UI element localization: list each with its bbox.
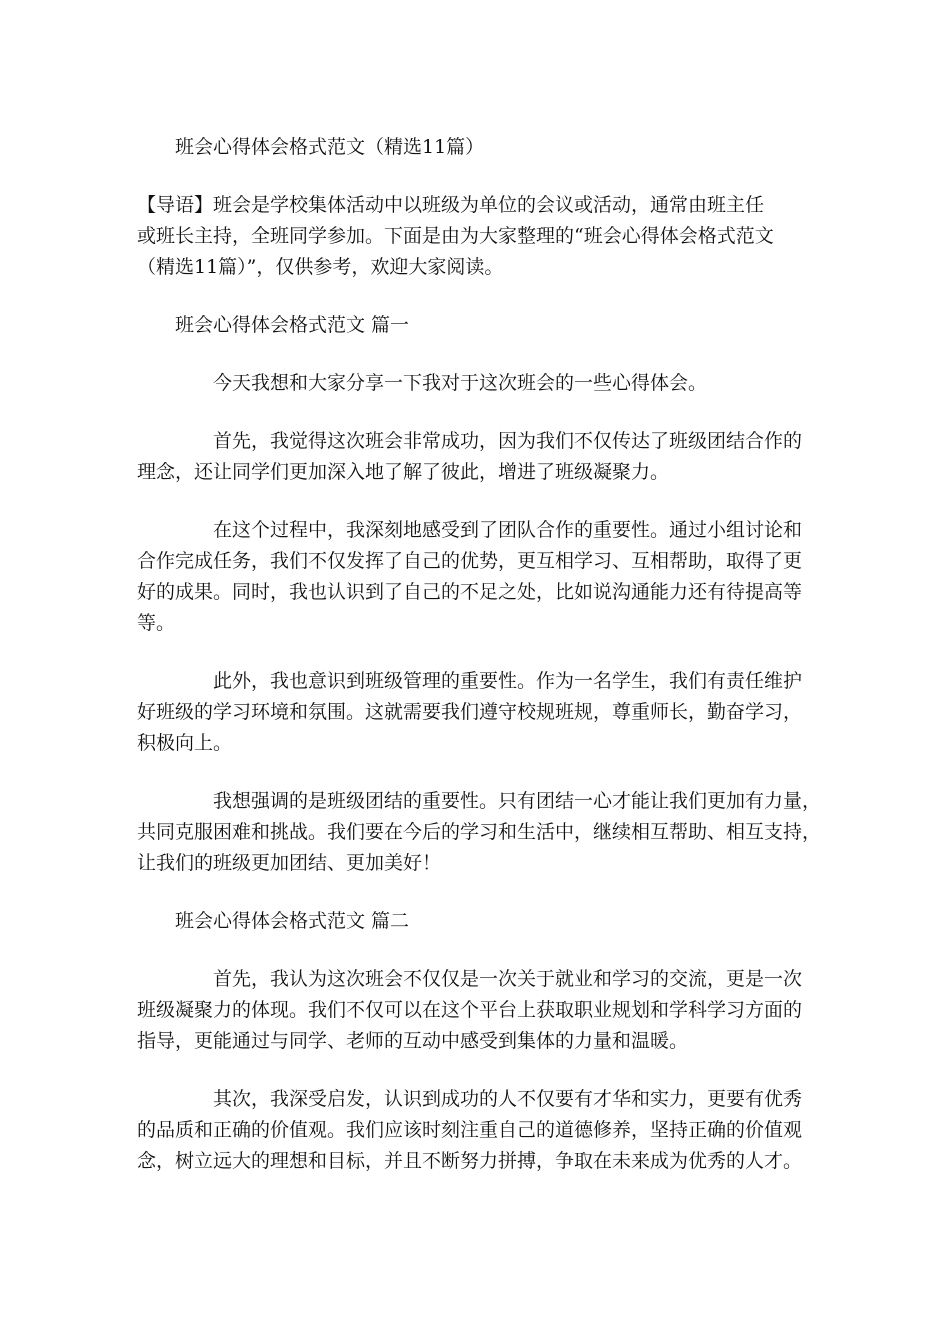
paragraph-gap <box>137 879 817 906</box>
paragraph-line: 首先，我认为这次班会不仅仅是一次关于就业和学习的交流，更是一次 <box>213 968 803 990</box>
intro-line: 【导语】班会是学校集体活动中以班级为单位的会议或活动，通常由班主任 <box>137 194 765 216</box>
paragraph-line: 我想强调的是班级团结的重要性。只有团结一心才能让我们更加有力量， <box>213 790 822 812</box>
paragraph-line: 好的成果。同时，我也认识到了自己的不足之处，比如说沟通能力还有待提高等 <box>137 581 803 603</box>
paragraph-gap <box>137 488 817 515</box>
document-body <box>137 132 822 1177</box>
intro-line: （精选11篇）”，仅供参考，欢迎大家阅读。 <box>137 256 504 278</box>
paragraph-gap <box>137 759 817 786</box>
paragraph-line: 在这个过程中，我深刻地感受到了团队合作的重要性。通过小组讨论和 <box>213 519 803 541</box>
section1-paragraph-5 <box>137 786 822 879</box>
paragraph-line: 理念，还让同学们更加深入地了解了彼此，增进了班级凝聚力。 <box>137 461 670 483</box>
section1-paragraph-2 <box>137 426 817 488</box>
paragraph-gap <box>137 163 817 190</box>
section1-paragraph-4 <box>137 666 817 759</box>
paragraph-gap <box>137 283 817 310</box>
paragraph-line: 指导，更能通过与同学、老师的互动中感受到集体的力量和温暖。 <box>137 1030 689 1052</box>
paragraph-gap <box>137 341 817 368</box>
paragraph-line: 班级凝聚力的体现。我们不仅可以在这个平台上获取职业规划和学科学习方面的 <box>137 999 803 1021</box>
paragraph-line: 等。 <box>137 612 176 634</box>
section-heading-2: 班会心得体会格式范文 篇二 <box>175 910 410 932</box>
intro-line: 或班长主持，全班同学参加。下面是由为大家整理的“班会心得体会格式范文 <box>137 225 774 247</box>
section2-paragraph-1 <box>137 964 817 1057</box>
section2-paragraph-2 <box>137 1084 817 1177</box>
paragraph-line: 其次，我深受启发，认识到成功的人不仅要有才华和实力，更要有优秀 <box>213 1088 803 1110</box>
paragraph-line: 积极向上。 <box>137 732 233 754</box>
paragraph-gap <box>137 1057 817 1084</box>
section-heading-1: 班会心得体会格式范文 篇一 <box>175 314 410 336</box>
paragraph-line: 让我们的班级更加团结、更加美好！ <box>137 852 442 874</box>
intro-paragraph <box>137 190 817 283</box>
document-title: 班会心得体会格式范文（精选11篇） <box>175 136 485 158</box>
paragraph-line: 的品质和正确的价值观。我们应该时刻注重自己的道德修养，坚持正确的价值观 <box>137 1119 803 1141</box>
paragraph-line: 此外，我也意识到班级管理的重要性。作为一名学生，我们有责任维护 <box>213 670 803 692</box>
paragraph-line: 首先，我觉得这次班会非常成功，因为我们不仅传达了班级团结合作的 <box>213 430 803 452</box>
paragraph-gap <box>137 399 817 426</box>
paragraph-gap <box>137 639 817 666</box>
paragraph-line: 合作完成任务，我们不仅发挥了自己的优势，更互相学习、互相帮助，取得了更 <box>137 550 803 572</box>
paragraph-line: 好班级的学习环境和氛围。这就需要我们遵守校规班规，尊重师长，勤奋学习， <box>137 701 803 723</box>
paragraph-gap <box>137 937 817 964</box>
section1-paragraph-1 <box>137 368 817 399</box>
paragraph-line: 今天我想和大家分享一下我对于这次班会的一些心得体会。 <box>213 372 708 394</box>
paragraph-line: 念，树立远大的理想和目标，并且不断努力拼搏，争取在未来成为优秀的人才。 <box>137 1150 803 1172</box>
paragraph-line: 共同克服困难和挑战。我们要在今后的学习和生活中，继续相互帮助、相互支持， <box>137 821 822 843</box>
section1-paragraph-3 <box>137 515 817 639</box>
